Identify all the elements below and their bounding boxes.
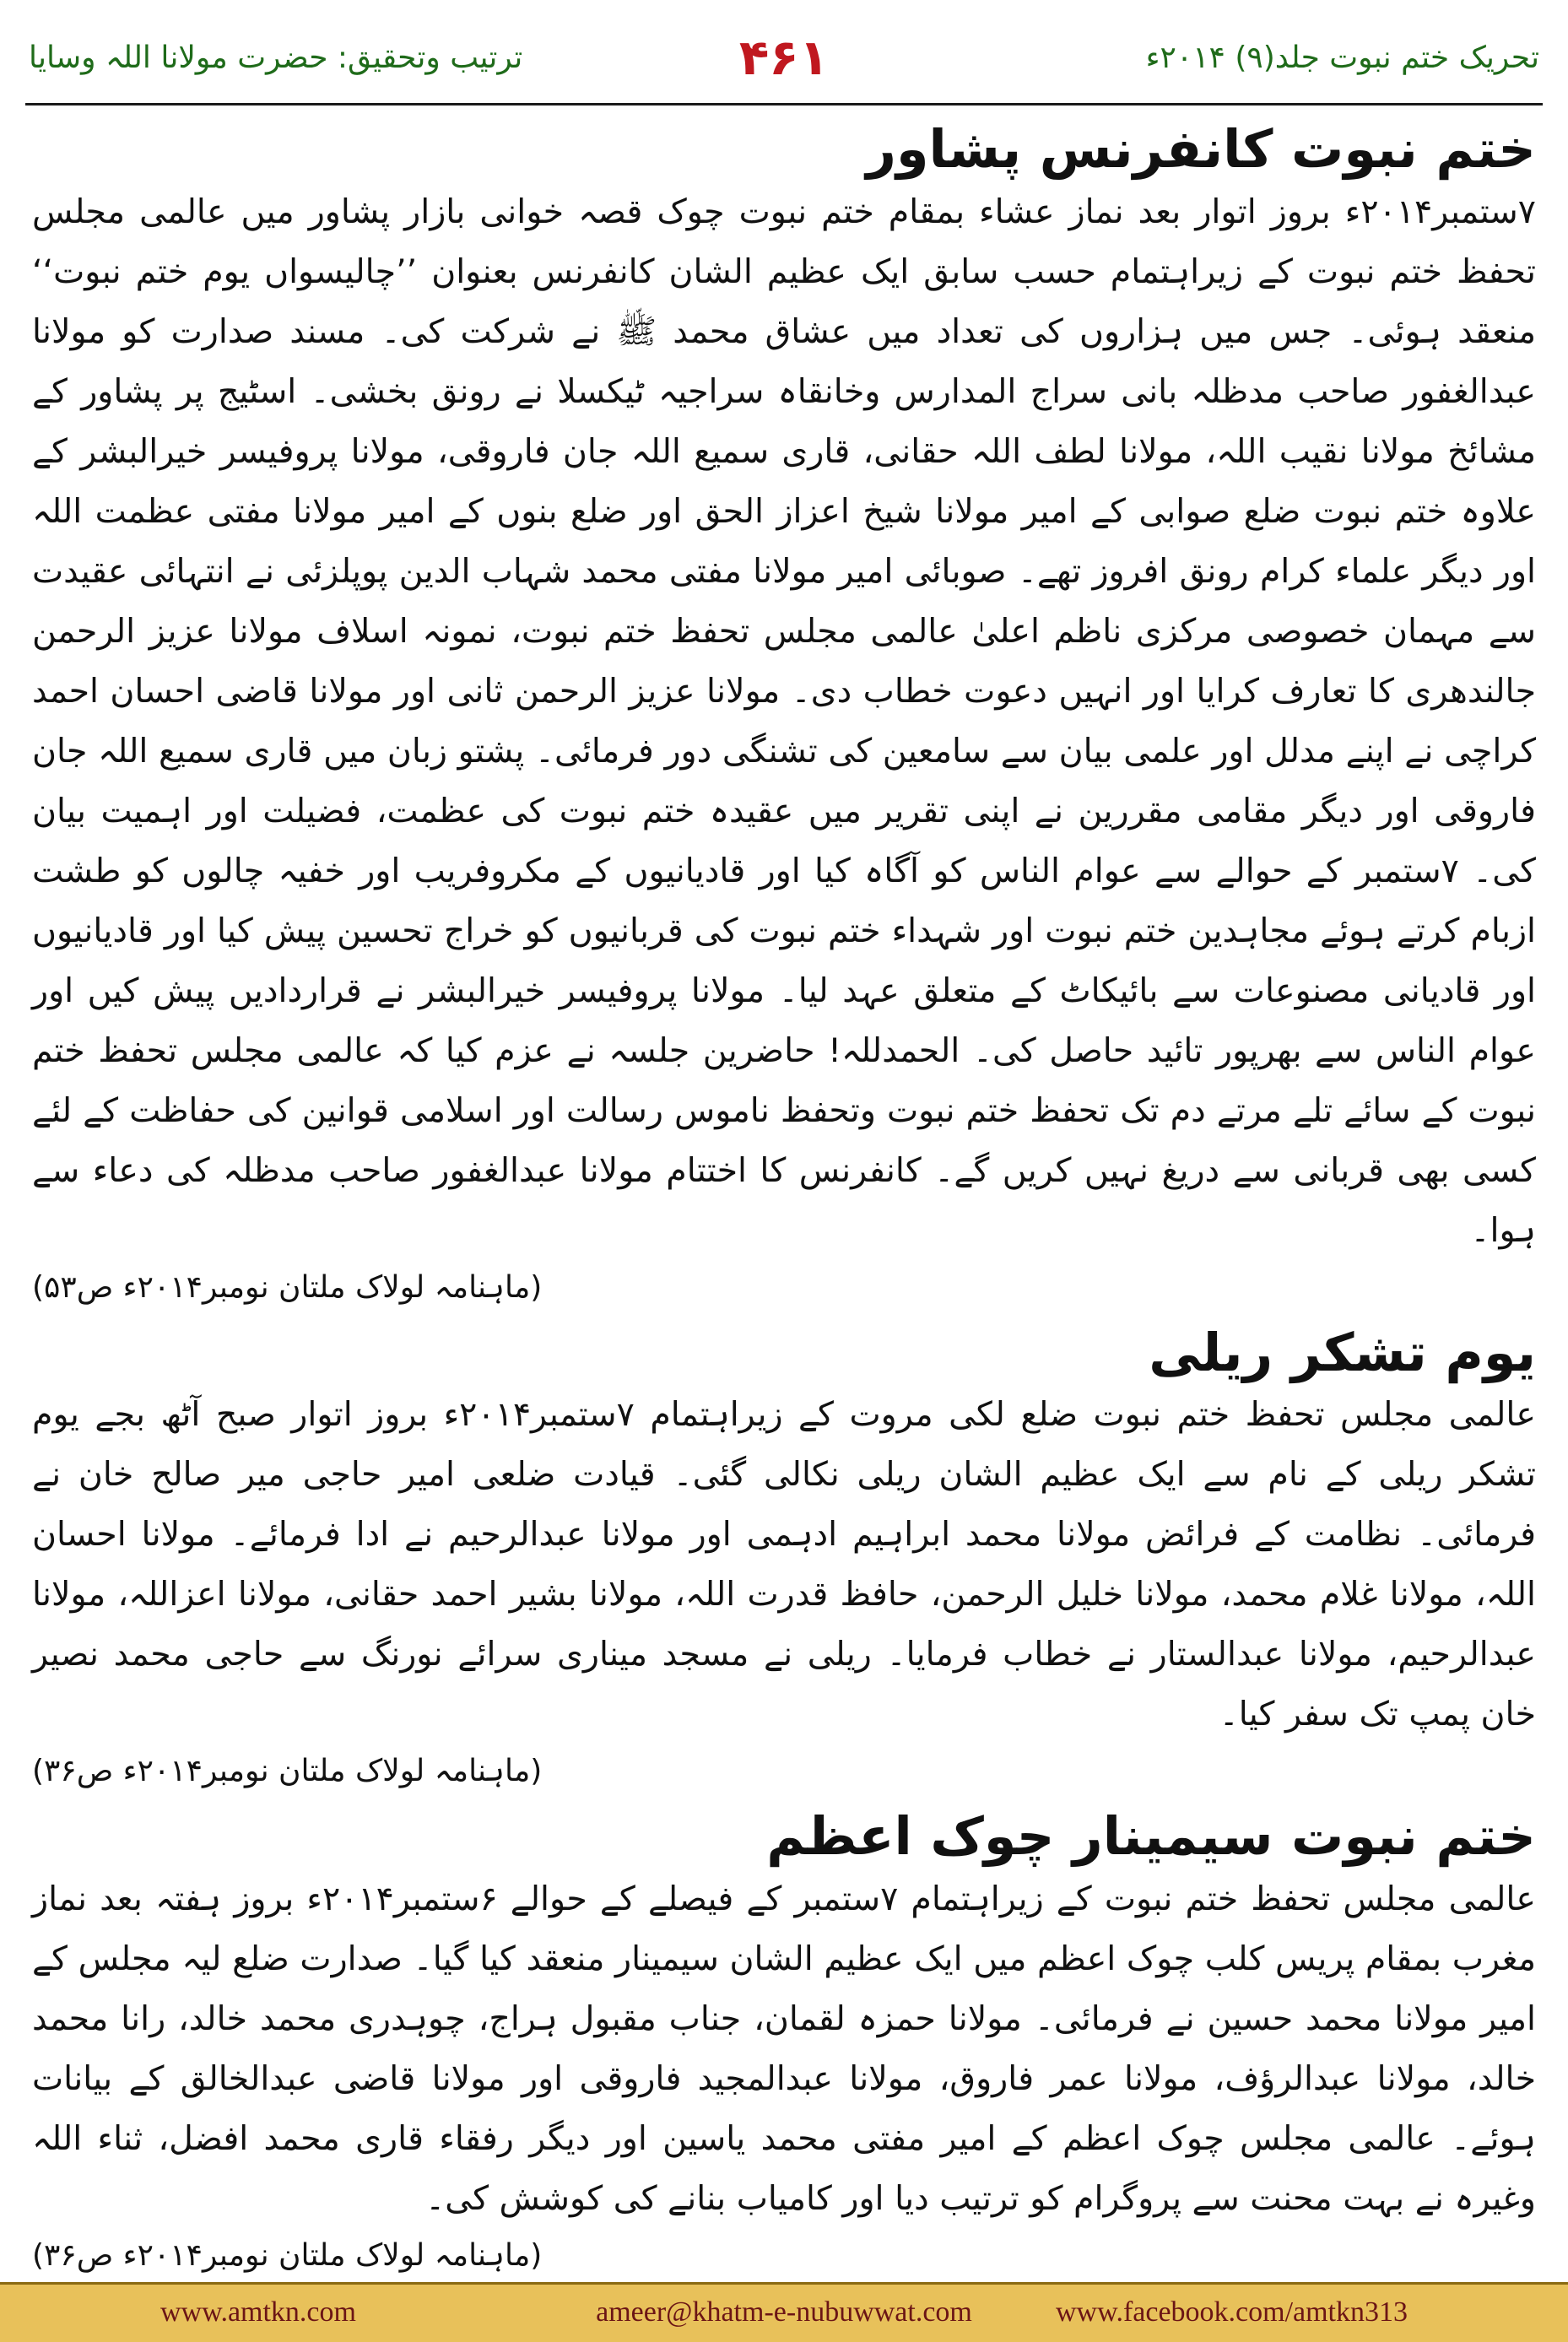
source-citation: (ماہنامہ لولاک ملتان نومبر۲۰۱۴ء ص۵۳)	[32, 1269, 543, 1305]
section-thanksgiving-rally	[32, 1320, 1536, 1799]
footer-email-link[interactable]: ameer@khatm-e-nubuwwat.com	[596, 2296, 972, 2328]
section-paragraph: عالمی مجلس تحفظ ختم نبوت کے زیراہتمام ۷ستمبر کے فیصلے کے حوالے ۶ستمبر۲۰۱۴ء بروز ہفتہ بعد نماز مغرب بمقام پریس کلب چوک اعظم میں ایک عظیم الشان سیمینار منعقد کیا گیا۔ صدارت ضلع لیہ مجلس کے امیر مولانا محمد حسین نے فرمائی۔ مولانا حمزہ لقمان، جناب مقبول ہراج، چوہدری محمد خالد، رانا محمد خالد، مولانا عبدالرؤف، مولانا عمر فاروق، مولانا عبدالمجید فاروقی اور مولانا قاضی عبدالخالق کے بیانات ہوئے۔ عالمی مجلس چوک اعظم کے امیر مفتی محمد یاسین اور دیگر رفقاء قاری محمد افضل، ثناء اللہ وغیرہ نے بہت محنت سے پروگرام کو ترتیب دیا اور کامیاب بنانے کی کوشش کی۔	[32, 1879, 1537, 2218]
section-paragraph: عالمی مجلس تحفظ ختم نبوت ضلع لکی مروت کے زیراہتمام ۷ستمبر۲۰۱۴ء بروز اتوار صبح آٹھ بجے یوم تشکر ریلی کے نام سے ایک عظیم الشان ریلی نکالی گئی۔ قیادت ضلعی امیر حاجی میر صالح خان نے فرمائی۔ نظامت کے فرائض مولانا محمد ابراہیم ادہمی اور مولانا عبدالرحیم نے ادا فرمائے۔ مولانا احسان اللہ، مولانا غلام محمد، مولانا خلیل الرحمن، حافظ قدرت اللہ، مولانا بشیر احمد حقانی، مولانا اعزاللہ، مولانا عبدالرحیم، مولانا عبدالستار نے خطاب فرمایا۔ ریلی نے مسجد میناری سرائے نورنگ سے حاجی محمد نصیر خان پمپ تک سفر کیا۔	[32, 1395, 1536, 1734]
section-title: ختم نبوت سیمینار چوک اعظم	[766, 1805, 1536, 1867]
page-footer	[0, 2282, 1568, 2342]
footer-facebook-link[interactable]: www.facebook.com/amtkn313	[1055, 2296, 1408, 2328]
header-book-title: تحریک ختم نبوت جلد(۹) ۲۰۱۴ء	[1145, 41, 1539, 75]
section-paragraph: ۷ستمبر۲۰۱۴ء بروز اتوار بعد نماز عشاء بمقام ختم نبوت چوک قصہ خوانی بازار پشاور میں عالمی مجلس تحفظ ختم نبوت کے زیراہتمام حسب سابق ایک عظیم الشان کانفرنس بعنوان ’’چالیسواں یوم ختم نبوت‘‘ منعقد ہوئی۔ جس میں ہزاروں کی تعداد میں عشاق محمد ﷺ نے شرکت کی۔ مسند صدارت کو مولانا عبدالغفور صاحب مدظلہ بانی سراج المدارس وخانقاہ سراجیہ ٹیکسلا نے رونق بخشی۔ اسٹیج پر پشاور کے مشائخ مولانا نقیب اللہ، مولانا لطف اللہ حقانی، قاری سمیع اللہ جان فاروقی، مولانا پروفیسر خیرالبشر کے علاوہ ختم نبوت ضلع صوابی کے امیر مولانا شیخ اعزاز الحق اور ضلع بنوں کے امیر مولانا مفتی عظمت اللہ اور دیگر علماء کرام رونق افروز تھے۔ صوبائی امیر مولانا مفتی محمد شہاب الدین پوپلزئی نے انتہائی عقیدت سے مہمان خصوصی مرکزی ناظم اعلیٰ عالمی مجلس تحفظ ختم نبوت، نمونہ اسلاف مولانا عزیز الرحمن جالندھری کا تعارف کرایا اور انہیں دعوت خطاب دی۔ مولانا عزیز الرحمن ثانی اور مولانا قاضی احسان احمد کراچی نے اپنے مدلل اور علمی بیان سے سامعین کی تشنگی دور فرمائی۔ پشتو زبان میں قاری سمیع اللہ جان فاروقی اور دیگر مقامی مقررین نے اپنی تقریر میں عقیدہ ختم نبوت کی عظمت، فضیلت اور اہمیت بیان کی۔ ۷ستمبر کے حوالے سے عوام الناس کو آگاہ کیا اور قادیانیوں کے مکروفریب اور خفیہ چالوں کو طشت ازبام کرتے ہوئے مجاہدین ختم نبوت اور شہداء ختم نبوت کی قربانیوں کو خراج تحسین پیش کیا اور قادیانیوں اور قادیانی مصنوعات سے بائیکاٹ کے متعلق عہد لیا۔ مولانا پروفیسر خیرالبشر نے قراردادیں پیش کیں اور عوام الناس سے بھرپور تائید حاصل کی۔ الحمدللہ! حاضرین جلسہ نے عزم کیا کہ عالمی مجلس تحفظ ختم نبوت کے سائے تلے مرتے دم تک تحفظ ختم نبوت وتحفظ ناموس رسالت اور اسلامی قوانین کی حفاظت کے لئے کسی بھی قربانی سے دریغ نہیں کریں گے۔ کانفرنس کا اختتام مولانا عبدالغفور صاحب مدظلہ کی دعاء سے ہوا۔	[32, 192, 1536, 1250]
page-number: ۴۶۱	[738, 29, 830, 86]
header-compiler: ترتیب وتحقیق: حضرت مولانا اللہ وسایا	[29, 41, 523, 75]
page-content	[32, 116, 1537, 2273]
source-citation: (ماہنامہ لولاک ملتان نومبر۲۰۱۴ء ص۳۶)	[32, 1754, 543, 1788]
footer-website-link[interactable]: www.amtkn.com	[160, 2296, 356, 2328]
page-header	[25, 19, 1543, 105]
source-citation: (ماہنامہ لولاک ملتان نومبر۲۰۱۴ء ص۳۶)	[32, 2237, 543, 2273]
section-title: یوم تشکر ریلی	[1149, 1321, 1536, 1383]
section-chowk-azam-seminar	[32, 1804, 1536, 2283]
section-title: ختم نبوت کانفرنس پشاور	[866, 118, 1536, 180]
section-peshawar-conference	[32, 116, 1536, 1315]
